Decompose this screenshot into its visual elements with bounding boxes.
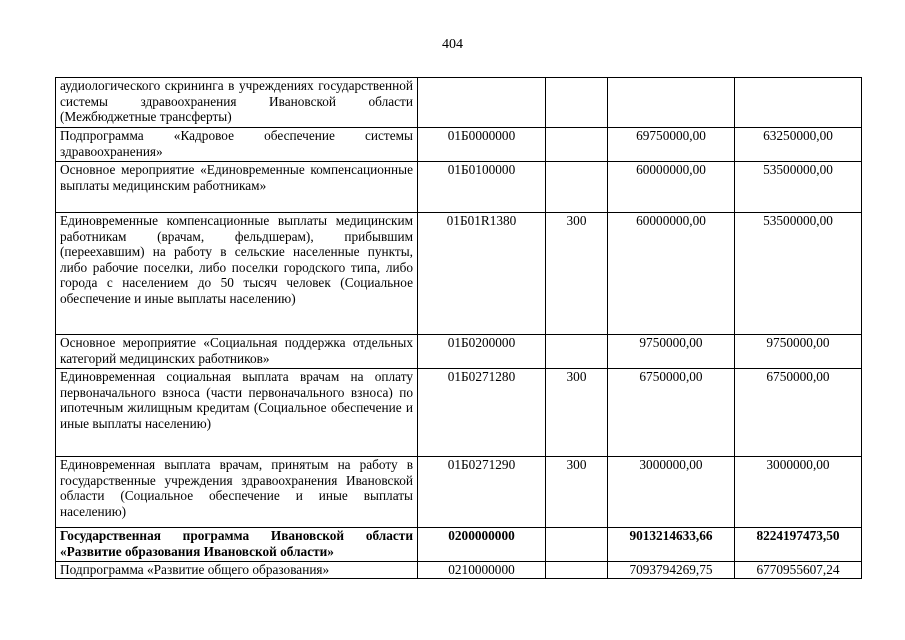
table-row	[56, 369, 862, 457]
table-row	[56, 213, 862, 335]
row-expense-type	[546, 528, 608, 562]
row-name: Единовременная социальная выплата врачам на оплату первоначального взноса (части первоначального взноса) по ипотечным жилищным кредитам (Социальное обеспечение и иные выплаты населению)	[56, 369, 418, 457]
row-name: Государственная программа Ивановской области «Развитие образования Ивановской области»	[56, 528, 418, 562]
row-code	[418, 78, 546, 128]
table-row	[56, 128, 862, 162]
row-sum-1: 6750000,00	[608, 369, 735, 457]
row-sum-2: 9750000,00	[735, 335, 862, 369]
row-sum-2	[735, 78, 862, 128]
row-code: 01Б0200000	[418, 335, 546, 369]
row-sum-2: 53500000,00	[735, 213, 862, 335]
row-expense-type	[546, 335, 608, 369]
row-sum-1: 3000000,00	[608, 457, 735, 528]
row-code: 01Б0000000	[418, 128, 546, 162]
row-name: Основное мероприятие «Единовременные компенсационные выплаты медицинским работникам»	[56, 162, 418, 213]
row-code: 01Б0271280	[418, 369, 546, 457]
row-sum-2: 6750000,00	[735, 369, 862, 457]
row-name: Подпрограмма «Кадровое обеспечение системы здравоохранения»	[56, 128, 418, 162]
table-row	[56, 562, 862, 579]
row-code: 01Б01R1380	[418, 213, 546, 335]
row-name: Основное мероприятие «Социальная поддержка отдельных категорий медицинских работников»	[56, 335, 418, 369]
row-code: 0200000000	[418, 528, 546, 562]
row-sum-1: 7093794269,75	[608, 562, 735, 579]
row-name: Единовременные компенсационные выплаты медицинским работникам (врачам, фельдшерам), прибывшим (переехавшим) на работу в сельские населенные пункты, либо рабочие поселки, либо поселки городского типа, либо города с населением до 50 тысяч человек (Социальное обеспечение и иные выплаты населению)	[56, 213, 418, 335]
row-sum-1: 69750000,00	[608, 128, 735, 162]
row-name: Единовременная выплата врачам, принятым на работу в государственные учреждения здравоохранения Ивановской области (Социальное обеспечение и иные выплаты населению)	[56, 457, 418, 528]
row-expense-type: 300	[546, 457, 608, 528]
row-expense-type	[546, 78, 608, 128]
table-row	[56, 457, 862, 528]
row-sum-1	[608, 78, 735, 128]
row-sum-2: 3000000,00	[735, 457, 862, 528]
row-sum-1: 9750000,00	[608, 335, 735, 369]
row-sum-2: 63250000,00	[735, 128, 862, 162]
table-row	[56, 78, 862, 128]
row-expense-type	[546, 162, 608, 213]
row-sum-2: 8224197473,50	[735, 528, 862, 562]
row-sum-1: 9013214633,66	[608, 528, 735, 562]
row-name: Подпрограмма «Развитие общего образования»	[56, 562, 418, 579]
row-sum-2: 53500000,00	[735, 162, 862, 213]
row-sum-1: 60000000,00	[608, 162, 735, 213]
row-expense-type: 300	[546, 213, 608, 335]
page-number: 404	[442, 37, 463, 52]
row-code: 0210000000	[418, 562, 546, 579]
row-code: 01Б0100000	[418, 162, 546, 213]
table-row	[56, 528, 862, 562]
budget-table	[55, 77, 862, 579]
row-sum-1: 60000000,00	[608, 213, 735, 335]
row-expense-type	[546, 562, 608, 579]
row-expense-type	[546, 128, 608, 162]
row-sum-2: 6770955607,24	[735, 562, 862, 579]
table-row	[56, 162, 862, 213]
row-expense-type: 300	[546, 369, 608, 457]
row-name: аудиологического скрининга в учреждениях государственной системы здравоохранения Ивановской области (Межбюджетные трансферты)	[56, 78, 418, 128]
row-code: 01Б0271290	[418, 457, 546, 528]
table-row	[56, 335, 862, 369]
